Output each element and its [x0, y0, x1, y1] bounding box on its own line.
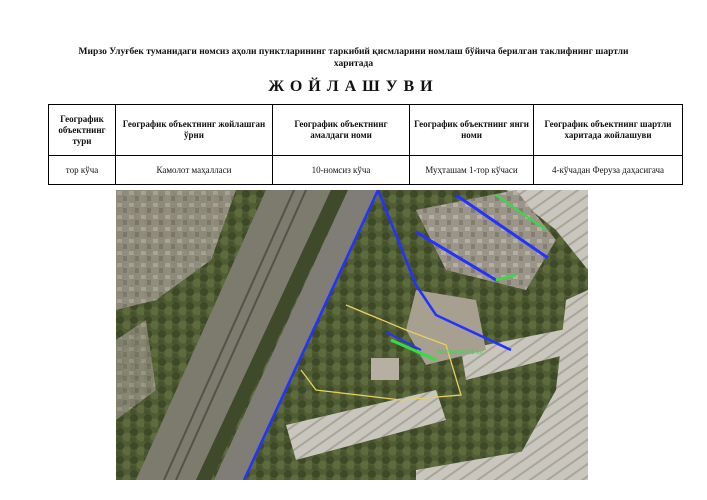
cell-new-name: Муҳташам 1-тор кўчаси: [410, 156, 534, 185]
header-map-position: Географик объектнинг шартли харитада жойлашуви: [534, 105, 683, 156]
table-header-row: [49, 105, 683, 156]
header-location: Географик объектнинг жойлашган ўрни: [116, 105, 273, 156]
cell-current-name: 10-номсиз кўча: [273, 156, 410, 185]
header-new-name: Географик объектнинг янги номи: [410, 105, 534, 156]
table-row: [49, 156, 683, 185]
document-title: ЖОЙЛАШУВИ: [268, 78, 439, 95]
cell-map-position: 4-кўчадан Феруза даҳасигача: [534, 156, 683, 185]
document-heading: Мирзо Улуғбек туманидаги номсиз аҳоли пунктларининг таркибий қисмларини номлаш бўйича берилган таклифнинг шартли харитада: [78, 47, 629, 69]
cell-location: Камолот маҳалласи: [116, 156, 273, 185]
house: [371, 358, 399, 380]
header-type: Географик объектнинг тури: [49, 105, 116, 156]
cell-type: тор кўча: [49, 156, 116, 185]
street-label: Muhtasham 1-tor: [438, 350, 484, 356]
satellite-map: [116, 190, 588, 480]
map-image: [116, 190, 588, 480]
header-current-name: Географик объектнинг амалдаги номи: [273, 105, 410, 156]
info-table: [48, 104, 683, 185]
